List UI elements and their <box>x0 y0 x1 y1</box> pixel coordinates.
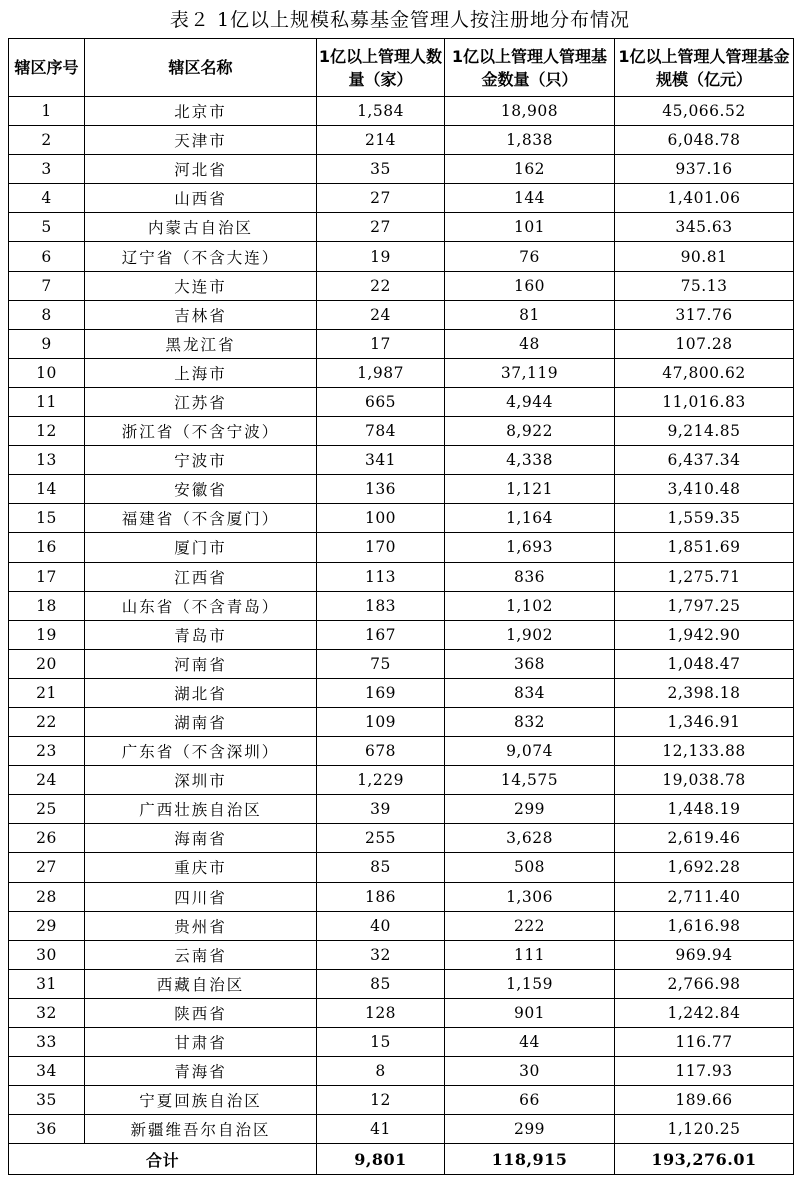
cell-scale: 1,120.25 <box>615 1115 794 1144</box>
cell-funds: 901 <box>445 998 615 1027</box>
cell-seq: 33 <box>9 1028 85 1057</box>
table-row <box>9 1057 794 1086</box>
cell-managers: 1,584 <box>317 97 445 126</box>
cell-region-name: 贵州省 <box>85 911 317 940</box>
cell-managers: 109 <box>317 707 445 736</box>
cell-managers: 27 <box>317 184 445 213</box>
cell-managers: 15 <box>317 1028 445 1057</box>
cell-scale: 1,797.25 <box>615 591 794 620</box>
cell-funds: 1,164 <box>445 504 615 533</box>
cell-managers: 186 <box>317 882 445 911</box>
cell-seq: 9 <box>9 329 85 358</box>
cell-funds: 18,908 <box>445 97 615 126</box>
cell-region-name: 黑龙江省 <box>85 329 317 358</box>
table-row <box>9 184 794 213</box>
table-row <box>9 126 794 155</box>
cell-seq: 16 <box>9 533 85 562</box>
table-row <box>9 213 794 242</box>
table-header <box>9 39 794 97</box>
cell-managers: 665 <box>317 387 445 416</box>
cell-funds: 1,121 <box>445 475 615 504</box>
cell-scale: 1,048.47 <box>615 649 794 678</box>
cell-scale: 12,133.88 <box>615 737 794 766</box>
cell-funds: 836 <box>445 562 615 591</box>
cell-funds: 368 <box>445 649 615 678</box>
header-funds: 1亿以上管理人管理基金数量（只） <box>445 39 615 97</box>
cell-seq: 23 <box>9 737 85 766</box>
cell-managers: 85 <box>317 969 445 998</box>
cell-funds: 76 <box>445 242 615 271</box>
cell-funds: 508 <box>445 853 615 882</box>
cell-seq: 31 <box>9 969 85 998</box>
cell-region-name: 深圳市 <box>85 766 317 795</box>
cell-funds: 30 <box>445 1057 615 1086</box>
cell-funds: 299 <box>445 1115 615 1144</box>
cell-scale: 2,619.46 <box>615 824 794 853</box>
cell-region-name: 广西壮族自治区 <box>85 795 317 824</box>
cell-scale: 2,398.18 <box>615 678 794 707</box>
cell-seq: 25 <box>9 795 85 824</box>
cell-seq: 20 <box>9 649 85 678</box>
cell-managers: 784 <box>317 417 445 446</box>
cell-managers: 1,229 <box>317 766 445 795</box>
table-title: 表２ 1亿以上规模私募基金管理人按注册地分布情况 <box>169 9 631 31</box>
cell-region-name: 吉林省 <box>85 300 317 329</box>
table-row <box>9 97 794 126</box>
cell-seq: 4 <box>9 184 85 213</box>
cell-seq: 3 <box>9 155 85 184</box>
table-row <box>9 387 794 416</box>
cell-seq: 28 <box>9 882 85 911</box>
table-row <box>9 562 794 591</box>
table-row <box>9 591 794 620</box>
cell-scale: 90.81 <box>615 242 794 271</box>
table-row <box>9 824 794 853</box>
table-row <box>9 649 794 678</box>
table-row <box>9 911 794 940</box>
cell-seq: 34 <box>9 1057 85 1086</box>
table-row <box>9 1115 794 1144</box>
cell-managers: 19 <box>317 242 445 271</box>
cell-scale: 1,851.69 <box>615 533 794 562</box>
table-row <box>9 417 794 446</box>
table-row <box>9 475 794 504</box>
cell-seq: 1 <box>9 97 85 126</box>
cell-region-name: 安徽省 <box>85 475 317 504</box>
cell-region-name: 山西省 <box>85 184 317 213</box>
cell-managers: 24 <box>317 300 445 329</box>
table-row <box>9 1028 794 1057</box>
cell-managers: 22 <box>317 271 445 300</box>
cell-region-name: 重庆市 <box>85 853 317 882</box>
cell-funds: 1,102 <box>445 591 615 620</box>
cell-seq: 22 <box>9 707 85 736</box>
cell-managers: 40 <box>317 911 445 940</box>
cell-scale: 107.28 <box>615 329 794 358</box>
header-seq: 辖区序号 <box>9 39 85 97</box>
table-row <box>9 940 794 969</box>
cell-funds: 111 <box>445 940 615 969</box>
table-body <box>9 97 794 1175</box>
cell-region-name: 海南省 <box>85 824 317 853</box>
cell-funds: 1,902 <box>445 620 615 649</box>
cell-funds: 160 <box>445 271 615 300</box>
cell-funds: 1,306 <box>445 882 615 911</box>
header-scale: 1亿以上管理人管理基金规模（亿元） <box>615 39 794 97</box>
cell-region-name: 云南省 <box>85 940 317 969</box>
cell-managers: 41 <box>317 1115 445 1144</box>
cell-region-name: 广东省（不含深圳） <box>85 737 317 766</box>
cell-seq: 19 <box>9 620 85 649</box>
cell-managers: 255 <box>317 824 445 853</box>
cell-seq: 24 <box>9 766 85 795</box>
cell-scale: 1,346.91 <box>615 707 794 736</box>
cell-funds: 162 <box>445 155 615 184</box>
cell-managers: 85 <box>317 853 445 882</box>
cell-region-name: 厦门市 <box>85 533 317 562</box>
cell-funds: 834 <box>445 678 615 707</box>
cell-scale: 116.77 <box>615 1028 794 1057</box>
table-row <box>9 271 794 300</box>
cell-seq: 17 <box>9 562 85 591</box>
cell-region-name: 山东省（不含青岛） <box>85 591 317 620</box>
cell-scale: 1,559.35 <box>615 504 794 533</box>
cell-managers: 169 <box>317 678 445 707</box>
table-row <box>9 882 794 911</box>
cell-funds: 48 <box>445 329 615 358</box>
cell-scale: 75.13 <box>615 271 794 300</box>
cell-region-name: 新疆维吾尔自治区 <box>85 1115 317 1144</box>
table-row <box>9 998 794 1027</box>
cell-region-name: 内蒙古自治区 <box>85 213 317 242</box>
cell-managers: 17 <box>317 329 445 358</box>
cell-region-name: 上海市 <box>85 358 317 387</box>
cell-managers: 678 <box>317 737 445 766</box>
cell-funds: 8,922 <box>445 417 615 446</box>
cell-scale: 1,942.90 <box>615 620 794 649</box>
cell-funds: 222 <box>445 911 615 940</box>
cell-managers: 183 <box>317 591 445 620</box>
table-row <box>9 242 794 271</box>
cell-seq: 29 <box>9 911 85 940</box>
table-row <box>9 853 794 882</box>
table-row <box>9 329 794 358</box>
table-row <box>9 155 794 184</box>
table-row <box>9 795 794 824</box>
cell-region-name: 青岛市 <box>85 620 317 649</box>
table-row <box>9 737 794 766</box>
total-managers: 9,801 <box>317 1144 445 1175</box>
cell-seq: 36 <box>9 1115 85 1144</box>
cell-managers: 113 <box>317 562 445 591</box>
table-row <box>9 358 794 387</box>
cell-region-name: 福建省（不含厦门） <box>85 504 317 533</box>
cell-funds: 299 <box>445 795 615 824</box>
cell-seq: 32 <box>9 998 85 1027</box>
cell-region-name: 辽宁省（不含大连） <box>85 242 317 271</box>
cell-scale: 189.66 <box>615 1086 794 1115</box>
total-label: 合计 <box>9 1144 317 1175</box>
cell-funds: 1,838 <box>445 126 615 155</box>
cell-scale: 6,048.78 <box>615 126 794 155</box>
cell-region-name: 西藏自治区 <box>85 969 317 998</box>
cell-managers: 1,987 <box>317 358 445 387</box>
total-row <box>9 1144 794 1175</box>
cell-region-name: 陕西省 <box>85 998 317 1027</box>
cell-scale: 9,214.85 <box>615 417 794 446</box>
header-row <box>9 39 794 97</box>
cell-region-name: 宁波市 <box>85 446 317 475</box>
cell-scale: 2,766.98 <box>615 969 794 998</box>
table-row <box>9 1086 794 1115</box>
table-row <box>9 707 794 736</box>
cell-funds: 44 <box>445 1028 615 1057</box>
cell-scale: 1,275.71 <box>615 562 794 591</box>
cell-seq: 10 <box>9 358 85 387</box>
cell-seq: 14 <box>9 475 85 504</box>
cell-seq: 15 <box>9 504 85 533</box>
total-scale: 193,276.01 <box>615 1144 794 1175</box>
cell-seq: 11 <box>9 387 85 416</box>
cell-managers: 100 <box>317 504 445 533</box>
cell-managers: 8 <box>317 1057 445 1086</box>
cell-region-name: 湖北省 <box>85 678 317 707</box>
cell-scale: 1,401.06 <box>615 184 794 213</box>
cell-seq: 26 <box>9 824 85 853</box>
cell-scale: 937.16 <box>615 155 794 184</box>
total-funds: 118,915 <box>445 1144 615 1175</box>
cell-scale: 1,692.28 <box>615 853 794 882</box>
header-managers: 1亿以上管理人数量（家） <box>317 39 445 97</box>
cell-scale: 969.94 <box>615 940 794 969</box>
cell-region-name: 四川省 <box>85 882 317 911</box>
cell-seq: 18 <box>9 591 85 620</box>
cell-funds: 144 <box>445 184 615 213</box>
cell-managers: 136 <box>317 475 445 504</box>
cell-funds: 66 <box>445 1086 615 1115</box>
cell-scale: 47,800.62 <box>615 358 794 387</box>
cell-region-name: 河南省 <box>85 649 317 678</box>
cell-seq: 27 <box>9 853 85 882</box>
cell-managers: 32 <box>317 940 445 969</box>
cell-scale: 317.76 <box>615 300 794 329</box>
cell-managers: 75 <box>317 649 445 678</box>
cell-scale: 11,016.83 <box>615 387 794 416</box>
table-row <box>9 504 794 533</box>
table-row <box>9 766 794 795</box>
cell-seq: 13 <box>9 446 85 475</box>
cell-region-name: 甘肃省 <box>85 1028 317 1057</box>
cell-scale: 117.93 <box>615 1057 794 1086</box>
cell-funds: 81 <box>445 300 615 329</box>
cell-managers: 27 <box>317 213 445 242</box>
cell-region-name: 宁夏回族自治区 <box>85 1086 317 1115</box>
cell-managers: 341 <box>317 446 445 475</box>
cell-seq: 8 <box>9 300 85 329</box>
table-row <box>9 533 794 562</box>
cell-seq: 30 <box>9 940 85 969</box>
cell-managers: 128 <box>317 998 445 1027</box>
header-name: 辖区名称 <box>85 39 317 97</box>
cell-managers: 167 <box>317 620 445 649</box>
cell-seq: 12 <box>9 417 85 446</box>
cell-scale: 1,242.84 <box>615 998 794 1027</box>
table-row <box>9 678 794 707</box>
table-row <box>9 446 794 475</box>
cell-funds: 101 <box>445 213 615 242</box>
cell-region-name: 天津市 <box>85 126 317 155</box>
table-row <box>9 300 794 329</box>
cell-region-name: 河北省 <box>85 155 317 184</box>
cell-funds: 37,119 <box>445 358 615 387</box>
cell-managers: 214 <box>317 126 445 155</box>
cell-funds: 1,159 <box>445 969 615 998</box>
cell-region-name: 浙江省（不含宁波） <box>85 417 317 446</box>
cell-region-name: 江苏省 <box>85 387 317 416</box>
cell-managers: 35 <box>317 155 445 184</box>
cell-funds: 14,575 <box>445 766 615 795</box>
cell-funds: 3,628 <box>445 824 615 853</box>
cell-seq: 2 <box>9 126 85 155</box>
cell-managers: 12 <box>317 1086 445 1115</box>
cell-region-name: 大连市 <box>85 271 317 300</box>
cell-scale: 2,711.40 <box>615 882 794 911</box>
cell-region-name: 青海省 <box>85 1057 317 1086</box>
cell-funds: 4,338 <box>445 446 615 475</box>
cell-managers: 170 <box>317 533 445 562</box>
cell-seq: 7 <box>9 271 85 300</box>
cell-region-name: 北京市 <box>85 97 317 126</box>
cell-scale: 6,437.34 <box>615 446 794 475</box>
cell-scale: 45,066.52 <box>615 97 794 126</box>
distribution-table <box>8 38 794 1175</box>
cell-funds: 1,693 <box>445 533 615 562</box>
cell-seq: 21 <box>9 678 85 707</box>
table-row <box>9 969 794 998</box>
cell-funds: 832 <box>445 707 615 736</box>
cell-funds: 4,944 <box>445 387 615 416</box>
cell-scale: 345.63 <box>615 213 794 242</box>
cell-funds: 9,074 <box>445 737 615 766</box>
table-row <box>9 620 794 649</box>
cell-seq: 5 <box>9 213 85 242</box>
cell-region-name: 江西省 <box>85 562 317 591</box>
cell-scale: 1,448.19 <box>615 795 794 824</box>
cell-scale: 1,616.98 <box>615 911 794 940</box>
cell-managers: 39 <box>317 795 445 824</box>
cell-scale: 19,038.78 <box>615 766 794 795</box>
cell-seq: 6 <box>9 242 85 271</box>
cell-scale: 3,410.48 <box>615 475 794 504</box>
cell-region-name: 湖南省 <box>85 707 317 736</box>
cell-seq: 35 <box>9 1086 85 1115</box>
